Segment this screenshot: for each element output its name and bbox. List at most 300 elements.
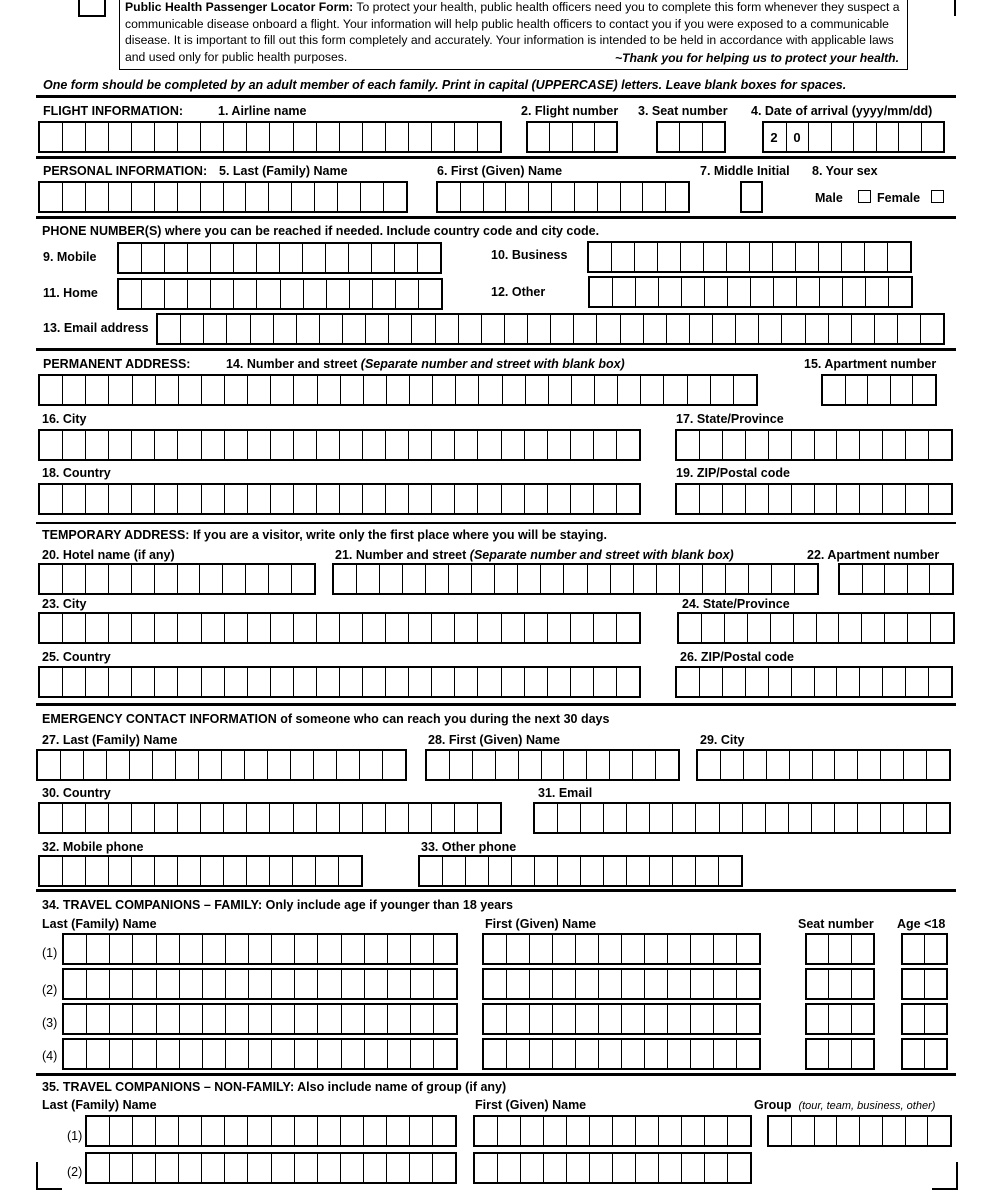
char-box[interactable] — [746, 485, 769, 513]
char-box[interactable] — [272, 935, 295, 963]
char-box[interactable] — [318, 935, 341, 963]
char-box[interactable] — [682, 278, 705, 306]
char-box[interactable] — [366, 315, 389, 343]
char-box[interactable] — [365, 1040, 388, 1068]
char-box[interactable] — [723, 431, 746, 459]
perm-state-input[interactable] — [675, 429, 953, 461]
char-box[interactable] — [63, 123, 86, 151]
char-box[interactable] — [179, 1117, 202, 1145]
char-box[interactable] — [386, 123, 409, 151]
char-box[interactable] — [659, 1154, 682, 1182]
char-box[interactable] — [433, 1117, 455, 1145]
char-box[interactable] — [681, 243, 704, 271]
family-2-last-input[interactable] — [62, 968, 458, 1000]
char-box[interactable] — [737, 1005, 759, 1033]
char-box[interactable] — [484, 935, 507, 963]
char-box[interactable] — [449, 565, 472, 593]
char-box[interactable] — [86, 123, 109, 151]
nonfamily-1-first-input[interactable] — [473, 1115, 752, 1147]
char-box[interactable] — [863, 565, 886, 593]
char-box[interactable] — [550, 123, 572, 151]
char-box[interactable] — [700, 485, 723, 513]
char-box[interactable] — [512, 857, 535, 885]
char-box[interactable] — [249, 1005, 272, 1033]
char-box[interactable] — [903, 1040, 925, 1068]
middle-initial-input[interactable] — [740, 181, 763, 213]
char-box[interactable] — [156, 1117, 179, 1145]
char-box[interactable] — [792, 485, 815, 513]
char-box[interactable] — [677, 485, 700, 513]
char-box[interactable] — [211, 280, 234, 308]
char-box[interactable] — [823, 376, 846, 404]
char-box[interactable] — [410, 376, 433, 404]
char-box[interactable] — [737, 1040, 759, 1068]
char-box[interactable] — [815, 431, 838, 459]
char-box[interactable] — [234, 280, 257, 308]
family-3-seat-input[interactable] — [805, 1003, 875, 1035]
char-box[interactable] — [248, 485, 271, 513]
char-box[interactable] — [622, 1005, 645, 1033]
char-box[interactable] — [817, 614, 840, 642]
char-box[interactable] — [809, 123, 832, 151]
char-box[interactable] — [636, 278, 659, 306]
char-box[interactable] — [903, 935, 925, 963]
char-box[interactable] — [271, 376, 294, 404]
char-box[interactable] — [852, 1040, 873, 1068]
char-box[interactable] — [525, 614, 548, 642]
other-phone-input[interactable] — [588, 276, 913, 308]
char-box[interactable] — [188, 244, 211, 272]
char-box[interactable] — [883, 431, 906, 459]
char-box[interactable] — [815, 485, 838, 513]
char-box[interactable] — [434, 1005, 456, 1033]
char-box[interactable] — [157, 935, 180, 963]
char-box[interactable] — [728, 278, 751, 306]
char-box[interactable] — [280, 244, 303, 272]
char-box[interactable] — [292, 183, 315, 211]
char-box[interactable] — [364, 376, 387, 404]
char-box[interactable] — [202, 431, 225, 459]
char-box[interactable] — [418, 244, 440, 272]
char-box[interactable] — [157, 1040, 180, 1068]
char-box[interactable] — [548, 485, 571, 513]
char-box[interactable] — [63, 804, 86, 832]
char-box[interactable] — [87, 935, 110, 963]
char-box[interactable] — [109, 668, 132, 696]
char-box[interactable] — [832, 123, 855, 151]
char-box[interactable] — [658, 123, 680, 151]
char-box[interactable] — [679, 614, 702, 642]
char-box[interactable] — [690, 315, 713, 343]
char-box[interactable] — [771, 614, 794, 642]
char-box[interactable] — [40, 485, 63, 513]
char-box[interactable] — [386, 485, 409, 513]
char-box[interactable] — [337, 751, 360, 779]
char-box[interactable] — [502, 668, 525, 696]
char-box[interactable] — [769, 431, 792, 459]
char-box[interactable] — [576, 970, 599, 998]
char-box[interactable] — [248, 1117, 271, 1145]
char-box[interactable] — [860, 668, 883, 696]
char-box[interactable] — [772, 565, 795, 593]
char-box[interactable] — [636, 1154, 659, 1182]
char-box[interactable] — [645, 1005, 668, 1033]
char-box[interactable] — [181, 315, 204, 343]
char-box[interactable] — [473, 751, 496, 779]
char-box[interactable] — [548, 614, 571, 642]
char-box[interactable] — [541, 565, 564, 593]
char-box[interactable] — [249, 1040, 272, 1068]
char-box[interactable] — [659, 1117, 682, 1145]
char-box[interactable] — [420, 857, 443, 885]
char-box[interactable] — [432, 123, 455, 151]
char-box[interactable] — [929, 431, 951, 459]
char-box[interactable] — [40, 183, 63, 211]
char-box[interactable] — [294, 431, 317, 459]
char-box[interactable] — [544, 1154, 567, 1182]
char-box[interactable] — [142, 280, 165, 308]
char-box[interactable] — [178, 668, 201, 696]
char-box[interactable] — [386, 431, 409, 459]
char-box[interactable] — [594, 485, 617, 513]
char-box[interactable] — [419, 280, 441, 308]
char-box[interactable] — [889, 278, 911, 306]
char-box[interactable] — [723, 668, 746, 696]
char-box[interactable] — [680, 565, 703, 593]
char-box[interactable] — [341, 1154, 364, 1182]
char-box[interactable] — [201, 804, 224, 832]
char-box[interactable] — [110, 970, 133, 998]
char-box[interactable] — [737, 935, 759, 963]
char-box[interactable] — [178, 431, 201, 459]
char-box[interactable] — [360, 751, 383, 779]
char-box[interactable] — [155, 565, 178, 593]
char-box[interactable] — [363, 614, 386, 642]
char-box[interactable] — [157, 970, 180, 998]
char-box[interactable] — [224, 123, 247, 151]
char-box[interactable] — [698, 751, 721, 779]
char-box[interactable] — [281, 280, 304, 308]
char-box[interactable] — [294, 123, 317, 151]
char-box[interactable] — [455, 123, 478, 151]
family-2-first-input[interactable] — [482, 968, 761, 1000]
char-box[interactable] — [478, 804, 500, 832]
char-box[interactable] — [40, 565, 63, 593]
char-box[interactable] — [388, 935, 411, 963]
char-box[interactable] — [433, 1154, 455, 1182]
char-box[interactable] — [835, 804, 858, 832]
char-box[interactable] — [343, 315, 366, 343]
char-box[interactable] — [63, 614, 86, 642]
char-box[interactable] — [558, 804, 581, 832]
char-box[interactable] — [179, 376, 202, 404]
char-box[interactable] — [363, 804, 386, 832]
char-box[interactable] — [599, 1005, 622, 1033]
char-box[interactable] — [860, 431, 883, 459]
em-city-input[interactable] — [696, 749, 951, 781]
char-box[interactable] — [87, 1154, 110, 1182]
char-box[interactable] — [178, 485, 201, 513]
char-box[interactable] — [691, 1005, 714, 1033]
char-box[interactable] — [723, 485, 746, 513]
char-box[interactable] — [409, 804, 432, 832]
char-box[interactable] — [726, 565, 749, 593]
char-box[interactable] — [927, 751, 949, 779]
char-box[interactable] — [272, 1117, 295, 1145]
char-box[interactable] — [409, 668, 432, 696]
char-box[interactable] — [528, 315, 551, 343]
char-box[interactable] — [109, 565, 132, 593]
char-box[interactable] — [881, 804, 904, 832]
char-box[interactable] — [178, 123, 201, 151]
char-box[interactable] — [572, 376, 595, 404]
char-box[interactable] — [438, 183, 461, 211]
char-box[interactable] — [668, 970, 691, 998]
char-box[interactable] — [357, 565, 380, 593]
char-box[interactable] — [743, 804, 766, 832]
char-box[interactable] — [549, 376, 572, 404]
char-box[interactable] — [668, 1005, 691, 1033]
char-box[interactable] — [155, 485, 178, 513]
char-box[interactable] — [792, 668, 815, 696]
char-box[interactable] — [227, 315, 250, 343]
family-3-age-input[interactable] — [901, 1003, 948, 1035]
char-box[interactable] — [204, 315, 227, 343]
char-box[interactable] — [455, 431, 478, 459]
char-box[interactable] — [544, 1117, 567, 1145]
char-box[interactable] — [292, 565, 314, 593]
char-box[interactable] — [315, 183, 338, 211]
char-box[interactable] — [432, 804, 455, 832]
char-box[interactable] — [837, 485, 860, 513]
char-box[interactable] — [433, 376, 456, 404]
char-box[interactable] — [363, 431, 386, 459]
char-box[interactable] — [713, 315, 736, 343]
char-box[interactable] — [156, 1154, 179, 1182]
char-box[interactable] — [482, 315, 505, 343]
char-box[interactable] — [63, 565, 86, 593]
char-box[interactable] — [599, 970, 622, 998]
char-box[interactable] — [529, 183, 552, 211]
char-box[interactable] — [109, 431, 132, 459]
char-box[interactable] — [782, 315, 805, 343]
char-box[interactable] — [388, 1005, 411, 1033]
char-box[interactable] — [759, 315, 782, 343]
char-box[interactable] — [618, 376, 641, 404]
char-box[interactable] — [558, 857, 581, 885]
char-box[interactable] — [132, 485, 155, 513]
char-box[interactable] — [363, 668, 386, 696]
char-box[interactable] — [132, 123, 155, 151]
char-box[interactable] — [119, 244, 142, 272]
char-box[interactable] — [432, 431, 455, 459]
char-box[interactable] — [178, 565, 201, 593]
char-box[interactable] — [668, 935, 691, 963]
char-box[interactable] — [621, 183, 644, 211]
char-box[interactable] — [272, 1005, 295, 1033]
char-box[interactable] — [750, 243, 773, 271]
char-box[interactable] — [40, 614, 63, 642]
char-box[interactable] — [852, 935, 873, 963]
char-box[interactable] — [180, 1005, 203, 1033]
char-box[interactable] — [245, 751, 268, 779]
char-box[interactable] — [636, 1117, 659, 1145]
char-box[interactable] — [178, 614, 201, 642]
family-1-first-input[interactable] — [482, 933, 761, 965]
char-box[interactable] — [109, 804, 132, 832]
char-box[interactable] — [87, 1117, 110, 1145]
char-box[interactable] — [201, 183, 224, 211]
char-box[interactable] — [107, 751, 130, 779]
char-box[interactable] — [365, 935, 388, 963]
char-box[interactable] — [87, 1005, 110, 1033]
char-box[interactable] — [303, 244, 326, 272]
char-box[interactable] — [641, 376, 664, 404]
char-box[interactable] — [271, 485, 294, 513]
char-box[interactable] — [617, 485, 639, 513]
char-box[interactable] — [860, 485, 883, 513]
char-box[interactable] — [132, 668, 155, 696]
char-box[interactable] — [589, 243, 612, 271]
char-box[interactable] — [225, 668, 248, 696]
char-box[interactable] — [271, 668, 294, 696]
char-box[interactable] — [535, 857, 558, 885]
char-box[interactable] — [38, 751, 61, 779]
char-box[interactable] — [109, 376, 132, 404]
char-box[interactable] — [479, 376, 502, 404]
char-box[interactable] — [294, 668, 317, 696]
char-box[interactable] — [837, 1117, 860, 1145]
char-box[interactable] — [604, 804, 627, 832]
char-box[interactable] — [852, 970, 873, 998]
char-box[interactable] — [657, 565, 680, 593]
char-box[interactable] — [599, 1040, 622, 1068]
char-box[interactable] — [521, 1154, 544, 1182]
char-box[interactable] — [203, 970, 226, 998]
char-box[interactable] — [226, 1040, 249, 1068]
char-box[interactable] — [742, 183, 761, 211]
char-box[interactable] — [295, 1117, 318, 1145]
char-box[interactable] — [450, 751, 473, 779]
char-box[interactable] — [248, 668, 271, 696]
char-box[interactable] — [409, 123, 432, 151]
char-box[interactable] — [294, 614, 317, 642]
char-box[interactable] — [410, 1117, 433, 1145]
em-first-name-input[interactable] — [425, 749, 680, 781]
char-box[interactable] — [180, 970, 203, 998]
char-box[interactable] — [588, 565, 611, 593]
char-box[interactable] — [746, 431, 769, 459]
char-box[interactable] — [87, 970, 110, 998]
em-email-input[interactable] — [533, 802, 951, 834]
char-box[interactable] — [224, 183, 247, 211]
char-box[interactable] — [86, 804, 109, 832]
family-4-first-input[interactable] — [482, 1038, 761, 1070]
char-box[interactable] — [807, 970, 829, 998]
char-box[interactable] — [839, 614, 862, 642]
char-box[interactable] — [929, 668, 951, 696]
char-box[interactable] — [677, 668, 700, 696]
char-box[interactable] — [769, 1117, 792, 1145]
char-box[interactable] — [155, 431, 178, 459]
char-box[interactable] — [317, 804, 340, 832]
char-box[interactable] — [658, 243, 681, 271]
char-box[interactable] — [455, 668, 478, 696]
char-box[interactable] — [361, 183, 384, 211]
char-box[interactable] — [650, 857, 673, 885]
char-box[interactable] — [341, 376, 364, 404]
char-box[interactable] — [478, 485, 501, 513]
char-box[interactable] — [590, 278, 613, 306]
char-box[interactable] — [835, 751, 858, 779]
char-box[interactable] — [610, 751, 633, 779]
nonfamily-1-last-input[interactable] — [85, 1115, 457, 1147]
char-box[interactable] — [226, 1005, 249, 1033]
char-box[interactable] — [519, 751, 542, 779]
em-last-name-input[interactable] — [36, 749, 407, 781]
char-box[interactable] — [155, 123, 178, 151]
char-box[interactable] — [387, 376, 410, 404]
char-box[interactable] — [86, 857, 109, 885]
char-box[interactable] — [225, 485, 248, 513]
char-box[interactable] — [334, 565, 357, 593]
char-box[interactable] — [643, 183, 666, 211]
char-box[interactable] — [380, 565, 403, 593]
char-box[interactable] — [866, 278, 889, 306]
nonfamily-2-first-input[interactable] — [473, 1152, 752, 1184]
char-box[interactable] — [63, 376, 86, 404]
char-box[interactable] — [110, 1117, 133, 1145]
char-box[interactable] — [409, 431, 432, 459]
char-box[interactable] — [613, 1117, 636, 1145]
char-box[interactable] — [363, 123, 386, 151]
char-box[interactable] — [342, 970, 365, 998]
family-1-age-input[interactable] — [901, 933, 948, 965]
char-box[interactable] — [484, 1040, 507, 1068]
char-box[interactable] — [719, 857, 741, 885]
char-box[interactable] — [789, 804, 812, 832]
char-box[interactable] — [165, 244, 188, 272]
char-box[interactable] — [720, 804, 743, 832]
char-box[interactable] — [478, 123, 500, 151]
char-box[interactable] — [272, 970, 295, 998]
male-checkbox[interactable] — [858, 190, 871, 203]
char-box[interactable] — [553, 970, 576, 998]
char-box[interactable] — [727, 243, 750, 271]
char-box[interactable] — [269, 183, 292, 211]
char-box[interactable] — [656, 751, 678, 779]
char-box[interactable] — [703, 123, 724, 151]
char-box[interactable] — [673, 804, 696, 832]
char-box[interactable] — [386, 614, 409, 642]
char-box[interactable] — [751, 278, 774, 306]
char-box[interactable] — [461, 183, 484, 211]
char-box[interactable] — [852, 315, 875, 343]
char-box[interactable] — [109, 614, 132, 642]
char-box[interactable] — [696, 857, 719, 885]
char-box[interactable] — [388, 1040, 411, 1068]
char-box[interactable] — [295, 1154, 318, 1182]
char-box[interactable] — [829, 315, 852, 343]
char-box[interactable] — [691, 970, 714, 998]
char-box[interactable] — [132, 804, 155, 832]
char-box[interactable] — [459, 315, 482, 343]
char-box[interactable] — [270, 123, 293, 151]
char-box[interactable] — [427, 751, 450, 779]
char-box[interactable] — [714, 1040, 737, 1068]
char-box[interactable] — [700, 668, 723, 696]
char-box[interactable] — [668, 1040, 691, 1068]
